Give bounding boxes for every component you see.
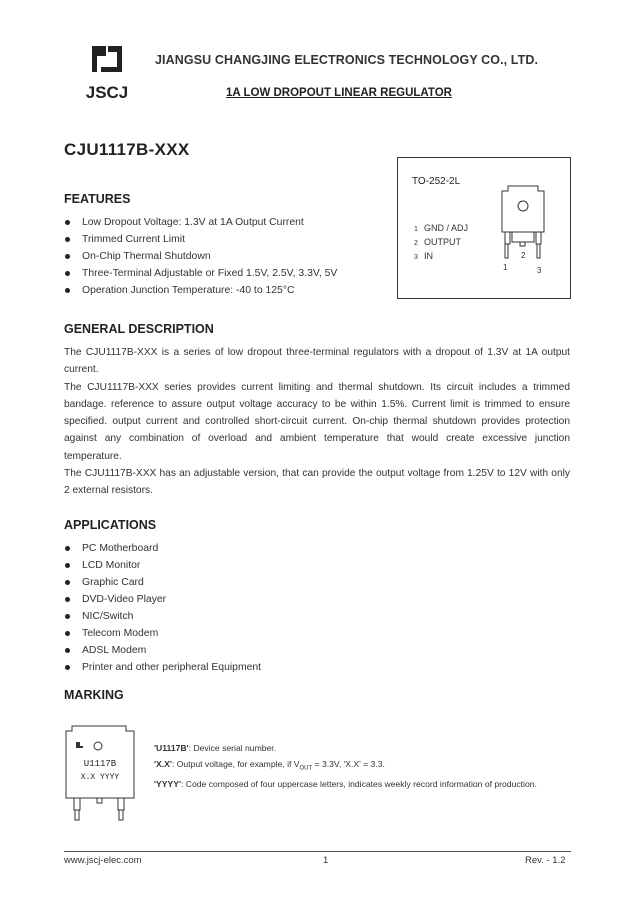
feature-item: Trimmed Current Limit: [64, 231, 337, 248]
pin-row-label: OUTPUT: [424, 237, 461, 247]
document-subtitle: 1A LOW DROPOUT LINEAR REGULATOR: [226, 87, 452, 99]
pin-row: [414, 222, 468, 236]
application-item: Printer and other peripheral Equipment: [64, 659, 261, 676]
features-heading: FEATURES: [64, 192, 131, 206]
application-item: Telecom Modem: [64, 625, 261, 642]
pin-number: 1: [503, 263, 508, 272]
feature-item: On-Chip Thermal Shutdown: [64, 248, 337, 265]
application-item: NIC/Switch: [64, 608, 261, 625]
marking-heading: MARKING: [64, 688, 124, 702]
marking-note: [154, 757, 537, 777]
features-list: [64, 214, 337, 299]
marking-note-key: 'U1117B': [154, 743, 189, 753]
description-paragraph: The CJU1117B-XXX series provides current limiting and thermal shutdown. Its circuit includes a trimmed bandage. reference to assure output voltage accuracy to be within 1.5%. Current limit is trimmed to ensure specified. output current and controlled short-circuit current. On-chip thermal shutdown provides protection against any combination of overload and ambient temperature that would create excessive junction temperature.: [64, 381, 570, 462]
marking-note-text: : Code composed of four uppercase letters, indicates weekly record information of production.: [181, 778, 537, 789]
feature-item: Operation Junction Temperature: -40 to 125°C: [64, 282, 337, 299]
package-title: TO-252-2L: [412, 176, 461, 187]
pin-row-label: GND / ADJ: [424, 223, 469, 233]
application-item: LCD Monitor: [64, 557, 261, 574]
application-item: ADSL Modem: [64, 642, 261, 659]
footer-rule: [64, 851, 571, 852]
general-description-heading: GENERAL DESCRIPTION: [64, 322, 214, 336]
footer-revision: Rev. - 1.2: [525, 855, 566, 866]
application-item: PC Motherboard: [64, 540, 261, 557]
application-item: DVD-Video Player: [64, 591, 261, 608]
general-description-body: [64, 344, 570, 500]
pin-number: 2: [521, 251, 526, 260]
pin-row-number: 1: [414, 226, 418, 233]
footer-website: www.jscj-elec.com: [64, 855, 142, 866]
marking-note-text: = 3.3V, 'X.X' = 3.3.: [312, 758, 385, 769]
chip-line-2: X.X YYYY: [80, 773, 120, 782]
marking-note-key: 'YYYY': [154, 778, 182, 789]
part-number: CJU1117B-XXX: [64, 140, 190, 159]
chip-line-1: U1117B: [83, 759, 117, 769]
marking-chip-drawing: [64, 716, 140, 827]
description-paragraph: The CJU1117B-XXX has an adjustable version, that can provide the output voltage from 1.25V to 12V with only 2 external resistors.: [64, 468, 570, 497]
pin-list: [414, 222, 468, 264]
pin-row: [414, 236, 468, 250]
pin-number: 3: [537, 266, 542, 275]
company-logo: [84, 42, 130, 104]
jscj-logo-icon: [84, 42, 130, 104]
pin-row-number: 3: [414, 254, 418, 261]
application-item: Graphic Card: [64, 574, 261, 591]
pin-row-label: IN: [424, 251, 433, 261]
pin-row: [414, 250, 468, 264]
marking-note: [154, 741, 537, 757]
logo-text: JSCJ: [85, 83, 129, 102]
marking-notes: [154, 741, 537, 792]
applications-list: [64, 540, 261, 676]
marking-note-subscript: OUT: [299, 765, 313, 772]
feature-item: Low Dropout Voltage: 1.3V at 1A Output Current: [64, 214, 337, 231]
company-name: JIANGSU CHANGJING ELECTRONICS TECHNOLOGY CO., LTD.: [155, 53, 539, 67]
feature-item: Three-Terminal Adjustable or Fixed 1.5V, 2.5V, 3.3V, 5V: [64, 265, 337, 282]
description-paragraph: The CJU1117B-XXX is a series of low dropout three-terminal regulators with a dropout of 1.3V at 1A output current.: [64, 347, 570, 376]
marking-note: [154, 777, 537, 793]
applications-heading: APPLICATIONS: [64, 518, 157, 532]
marked-chip-icon: [64, 716, 140, 822]
marking-note-text: : Device serial number.: [188, 743, 277, 753]
marking-note-key: 'X.X': [154, 758, 172, 769]
pin-row-number: 2: [414, 240, 418, 247]
footer-page-number: 1: [323, 855, 329, 866]
marking-note-text: : Output voltage, for example, if V: [171, 758, 300, 769]
